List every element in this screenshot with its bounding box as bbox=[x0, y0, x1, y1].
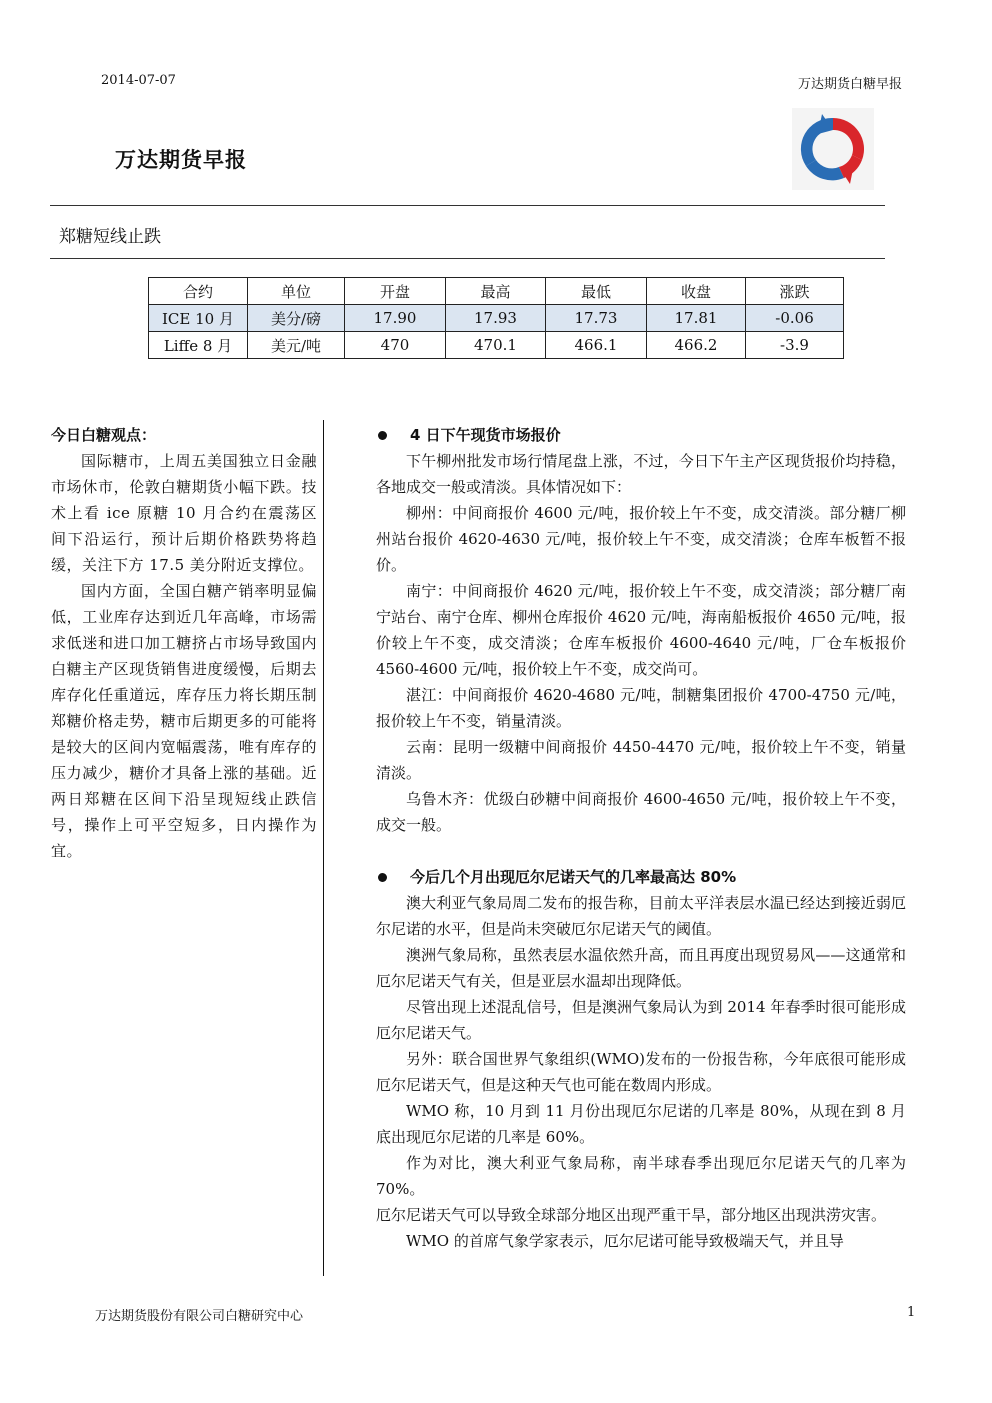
col-header-change: 涨跌 bbox=[746, 278, 844, 305]
table-cell: 470.1 bbox=[446, 332, 546, 359]
section-paragraph: WMO 的首席气象学家表示，厄尔尼诺可能导致极端天气，并且导 bbox=[406, 1232, 844, 1250]
commentary-paragraph: 国际糖市，上周五美国独立日金融市场休市，伦敦白糖期货小幅下跌。技术上看 ice 原糖 10 月合约在震荡区间下沿运行，预计后期价格跌势将趋缓，关注下方 17.5 美分附近支撑位。 bbox=[51, 452, 317, 574]
commentary-heading: 今日白糖观点： bbox=[51, 426, 157, 444]
table-cell: -3.9 bbox=[746, 332, 844, 359]
section-paragraph: 南宁：中间商报价 4620 元/吨，报价较上午不变，成交清淡；部分糖厂南宁站台、南宁仓库、柳州仓库报价 4620 元/吨，海南船板报价 4650 元/吨，报价较上午不变，成交清淡；仓库车板报价 4600-4640 元/吨，厂仓车板报价 4560-4600 元/吨，报价较上午不变，成交尚可。 bbox=[376, 582, 906, 678]
wanda-futures-logo-icon bbox=[792, 108, 874, 190]
section-paragraph: 尽管出现上述混乱信号，但是澳洲气象局认为到 2014 年春季时很可能形成厄尔尼诺天气。 bbox=[376, 998, 906, 1042]
footer-company: 万达期货股份有限公司白糖研究中心 bbox=[95, 1309, 304, 1324]
table-row bbox=[149, 332, 844, 359]
bullet-icon bbox=[378, 431, 387, 440]
section-paragraph: WMO 称，10 月到 11 月份出现厄尔尼诺的几率是 80%，从现在到 8 月底出现厄尔尼诺的几率是 60%。 bbox=[376, 1102, 906, 1146]
header-rule bbox=[50, 205, 885, 206]
table-cell: 美元/吨 bbox=[248, 332, 345, 359]
section-paragraph: 澳大利亚气象局周二发布的报告称，目前太平洋表层水温已经达到接近弱厄尔尼诺的水平，但是尚未突破厄尔尼诺天气的阈值。 bbox=[376, 894, 906, 938]
section-paragraph: 下午柳州批发市场行情尾盘上涨，不过，今日下午主产区现货报价均持稳，各地成交一般或清淡。具体情况如下： bbox=[376, 452, 906, 496]
table-cell: 美分/磅 bbox=[248, 305, 345, 332]
col-header-high: 最高 bbox=[446, 278, 546, 305]
section-heading bbox=[376, 864, 906, 890]
commentary-paragraph: 国内方面，全国白糖产销率明显偏低，工业库存达到近几年高峰，市场需求低迷和进口加工糖挤占市场导致国内白糖主产区现货销售进度缓慢，后期去库存化任重道远，库存压力将长期压制郑糖价格走势，糖市后期更多的可能将是较大的区间内宽幅震荡，唯有库存的压力减少，糖价才具备上涨的基础。近两日郑糖在区间下沿呈现短线止跌信号，操作上可平空短多，日内操作为宜。 bbox=[51, 582, 317, 860]
left-column-commentary bbox=[51, 422, 317, 864]
table-row bbox=[149, 305, 844, 332]
column-divider bbox=[323, 420, 324, 1276]
section-paragraph: 作为对比，澳大利亚气象局称，南半球春季出现厄尔尼诺天气的几率为 70%。 bbox=[376, 1154, 906, 1198]
table-cell: -0.06 bbox=[746, 305, 844, 332]
section-heading-text: 4 日下午现货市场报价 bbox=[410, 426, 561, 444]
bullet-icon bbox=[378, 873, 387, 882]
table-cell: 466.2 bbox=[647, 332, 746, 359]
section-paragraph: 云南：昆明一级糖中间商报价 4450-4470 元/吨，报价较上午不变，销量清淡。 bbox=[376, 738, 906, 782]
col-header-open: 开盘 bbox=[345, 278, 446, 305]
header-doc-name: 万达期货白糖早报 bbox=[797, 77, 902, 92]
table-cell: ICE 10 月 bbox=[149, 305, 248, 332]
subtitle-rule bbox=[50, 258, 885, 259]
col-header-unit: 单位 bbox=[248, 278, 345, 305]
report-date: 2014-07-07 bbox=[101, 73, 176, 88]
section-paragraph: 乌鲁木齐：优级白砂糖中间商报价 4600-4650 元/吨，报价较上午不变，成交一般。 bbox=[376, 790, 906, 834]
page-title: 万达期货早报 bbox=[115, 148, 247, 172]
section-paragraph: 厄尔尼诺天气可以导致全球部分地区出现严重干旱，部分地区出现洪涝灾害。 bbox=[376, 1206, 887, 1224]
page-number: 1 bbox=[907, 1305, 916, 1320]
section-paragraph: 湛江：中间商报价 4620-4680 元/吨，制糖集团报价 4700-4750 元/吨，报价较上午不变，销量清淡。 bbox=[376, 686, 906, 730]
col-header-contract: 合约 bbox=[149, 278, 248, 305]
col-header-low: 最低 bbox=[546, 278, 647, 305]
futures-price-table bbox=[148, 277, 844, 359]
section-paragraph: 澳洲气象局称，虽然表层水温依然升高，而且再度出现贸易风——这通常和厄尔尼诺天气有关，但是亚层水温却出现降低。 bbox=[376, 946, 906, 990]
table-cell: 17.90 bbox=[345, 305, 446, 332]
section-heading bbox=[376, 422, 906, 448]
table-header-row bbox=[149, 278, 844, 305]
table-cell: 466.1 bbox=[546, 332, 647, 359]
right-column-news bbox=[376, 422, 906, 1254]
table-cell: Liffe 8 月 bbox=[149, 332, 248, 359]
table-cell: 17.93 bbox=[446, 305, 546, 332]
report-subtitle: 郑糖短线止跌 bbox=[59, 227, 161, 247]
table-cell: 470 bbox=[345, 332, 446, 359]
section-paragraph: 柳州：中间商报价 4600 元/吨，报价较上午不变，成交清淡。部分糖厂柳州站台报价 4620-4630 元/吨，报价较上午不变，成交清淡；仓库车板暂不报价。 bbox=[376, 504, 906, 574]
table-cell: 17.73 bbox=[546, 305, 647, 332]
section-heading-text: 今后几个月出现厄尔尼诺天气的几率最高达 80% bbox=[410, 868, 737, 886]
section-paragraph: 另外：联合国世界气象组织(WMO)发布的一份报告称，今年底很可能形成厄尔尼诺天气，但是这种天气也可能在数周内形成。 bbox=[376, 1050, 906, 1094]
table-cell: 17.81 bbox=[647, 305, 746, 332]
col-header-close: 收盘 bbox=[647, 278, 746, 305]
